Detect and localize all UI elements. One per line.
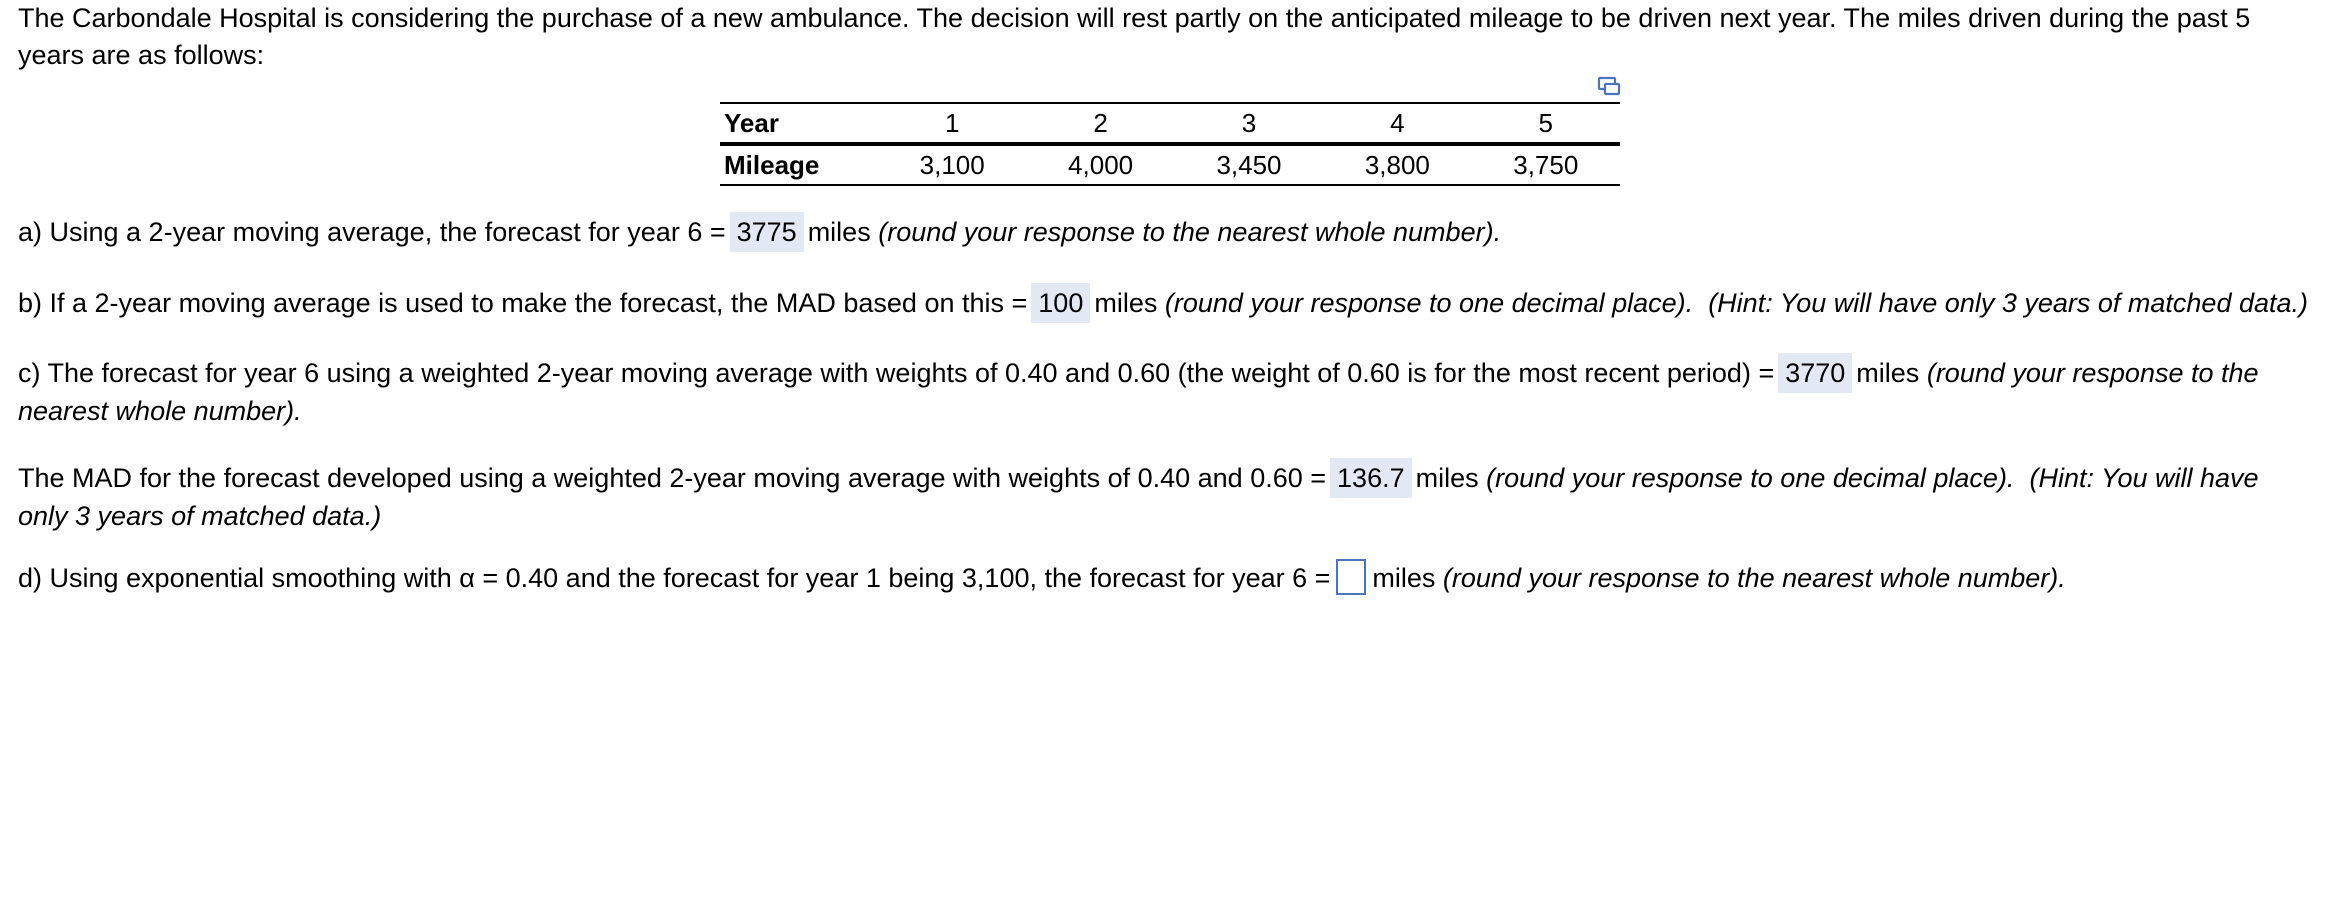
hint-note: (Hint: You will have only 3 years of matched data.) [1708,288,2309,318]
question-c-mad [18,458,2312,535]
row-header-mileage: Mileage [720,144,878,185]
mileage-table [720,102,1620,186]
hint-note: (Hint: You will have only 3 years of matched data.) [18,463,2259,531]
question-c-mad-text: The MAD for the forecast developed using a weighted 2-year moving average with weights of 0.40 and 0.60 = [18,463,1327,493]
row-header-year: Year [720,103,878,144]
unit-label: miles [1415,463,1479,493]
year-cell: 5 [1472,103,1620,144]
answer-c-mad-field[interactable]: 136.7 [1330,458,1412,498]
rounding-note: (round your response to the nearest whole number). [1442,563,2066,593]
rounding-note: (round your response to one decimal place). [1164,288,1694,318]
question-c-text: c) The forecast for year 6 using a weighted 2-year moving average with weights of 0.40 and 0.60 (the weight of 0.60 is for the most recent period) = [18,358,1775,388]
rounding-note: (round your response to one decimal place). [1486,463,2015,493]
rounding-note: (round your response to the nearest whole number). [878,217,1502,247]
year-cell: 4 [1323,103,1471,144]
question-c [18,353,2312,430]
mileage-cell: 3,750 [1472,144,1620,185]
unit-label: miles [1094,288,1158,318]
problem-intro: The Carbondale Hospital is considering the purchase of a new ambulance. The decision will rest partly on the anticipated mileage to be driven next year. The miles driven during the past 5 years are as follows: [18,3,2251,70]
question-b-text: b) If a 2-year moving average is used to make the forecast, the MAD based on this = [18,288,1028,318]
answer-b-field[interactable]: 100 [1031,283,1090,323]
copy-table-icon[interactable] [1596,73,1622,99]
question-a [18,212,2312,252]
table-row-mileage [720,144,1620,185]
mileage-cell: 3,800 [1323,144,1471,185]
year-cell: 1 [878,103,1026,144]
table-row-year [720,103,1620,144]
unit-label: miles [807,217,871,247]
mileage-cell: 3,100 [878,144,1026,185]
year-cell: 2 [1026,103,1174,144]
question-a-text: a) Using a 2-year moving average, the forecast for year 6 = [18,217,726,247]
question-d-text: d) Using exponential smoothing with α = 0.40 and the forecast for year 1 being 3,100, the forecast for year 6 = [18,563,1331,593]
year-cell: 3 [1175,103,1323,144]
unit-label: miles [1372,563,1436,593]
question-b [18,283,2312,323]
mileage-cell: 4,000 [1026,144,1174,185]
answer-c-field[interactable]: 3770 [1778,353,1852,393]
question-d [18,560,2312,597]
rounding-note: (round your response to the nearest whole number). [18,358,2259,426]
unit-label: miles [1856,358,1920,388]
mileage-cell: 3,450 [1175,144,1323,185]
answer-a-field[interactable]: 3775 [730,212,804,252]
answer-d-input[interactable] [1336,559,1366,595]
